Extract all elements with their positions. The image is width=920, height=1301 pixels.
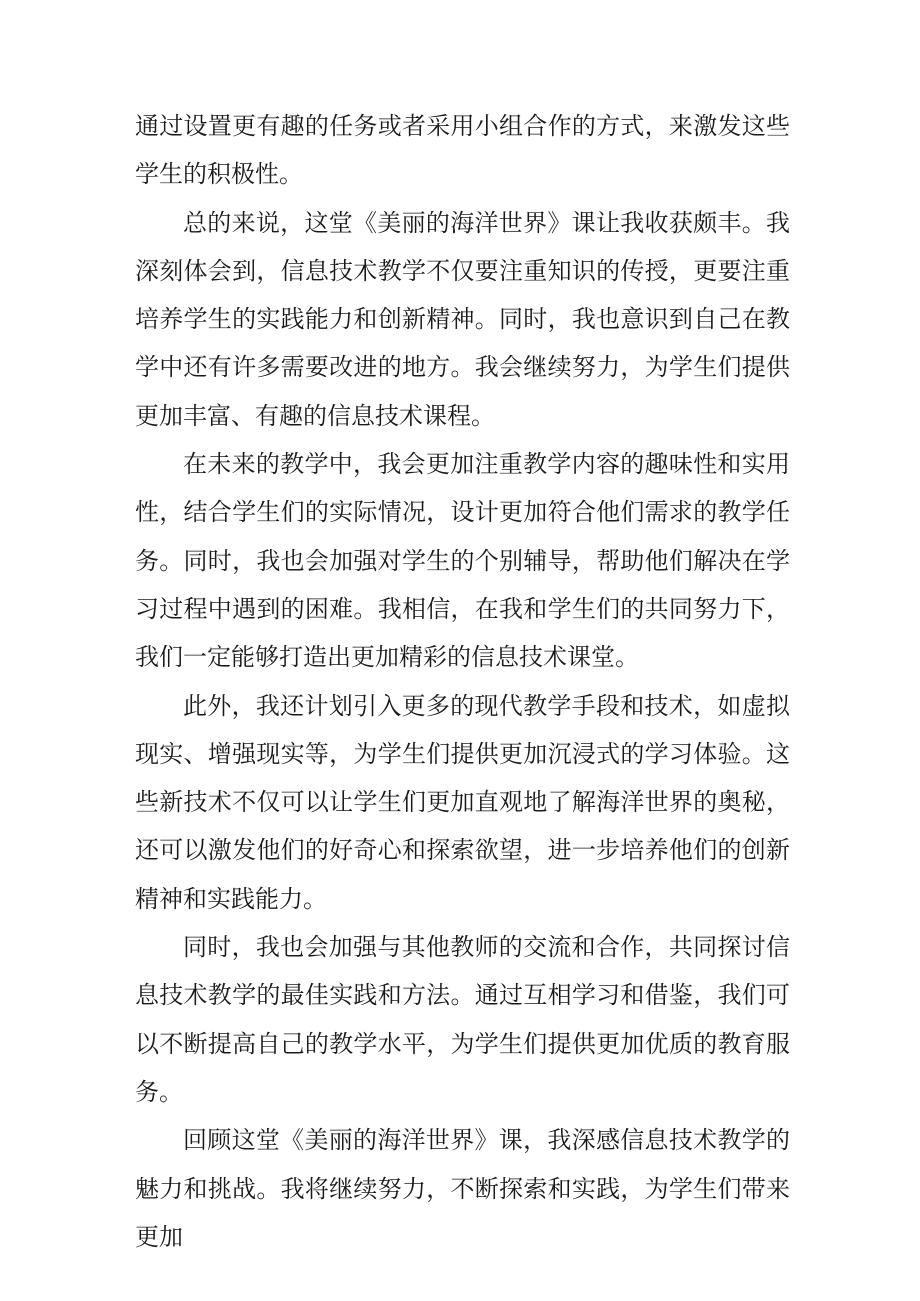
paragraph-1: 通过设置更有趣的任务或者采用小组合作的方式，来激发这些学生的积极性。	[135, 112, 790, 189]
paragraph-2: 总的来说，这堂《美丽的海洋世界》课让我收获颇丰。我深刻体会到，信息技术教学不仅要注重知识的传授，更要注重培养学生的实践能力和创新精神。同时，我也意识到自己在教学中还有许多需要改进的地方。我会继续努力，为学生们提供更加丰富、有趣的信息技术课程。	[135, 208, 790, 430]
paragraph-4: 此外，我还计划引入更多的现代教学手段和技术，如虚拟现实、增强现实等，为学生们提供更加沉浸式的学习体验。这些新技术不仅可以让学生们更加直观地了解海洋世界的奥秘，还可以激发他们的好奇心和探索欲望，进一步培养他们的创新精神和实践能力。	[135, 691, 790, 913]
paragraph-6: 回顾这堂《美丽的海洋世界》课，我深感信息技术教学的魅力和挑战。我将继续努力，不断探索和实践，为学生们带来更加	[135, 1126, 790, 1251]
paragraph-5: 同时，我也会加强与其他教师的交流和合作，共同探讨信息技术教学的最佳实践和方法。通过互相学习和借鉴，我们可以不断提高自己的教学水平，为学生们提供更加优质的教育服务。	[135, 933, 790, 1106]
document-body	[135, 102, 790, 1261]
paragraph-3: 在未来的教学中，我会更加注重教学内容的趣味性和实用性，结合学生们的实际情况，设计更加符合他们需求的教学任务。同时，我也会加强对学生的个别辅导，帮助他们解决在学习过程中遇到的困难。我相信，在我和学生们的共同努力下，我们一定能够打造出更加精彩的信息技术课堂。	[135, 450, 790, 672]
